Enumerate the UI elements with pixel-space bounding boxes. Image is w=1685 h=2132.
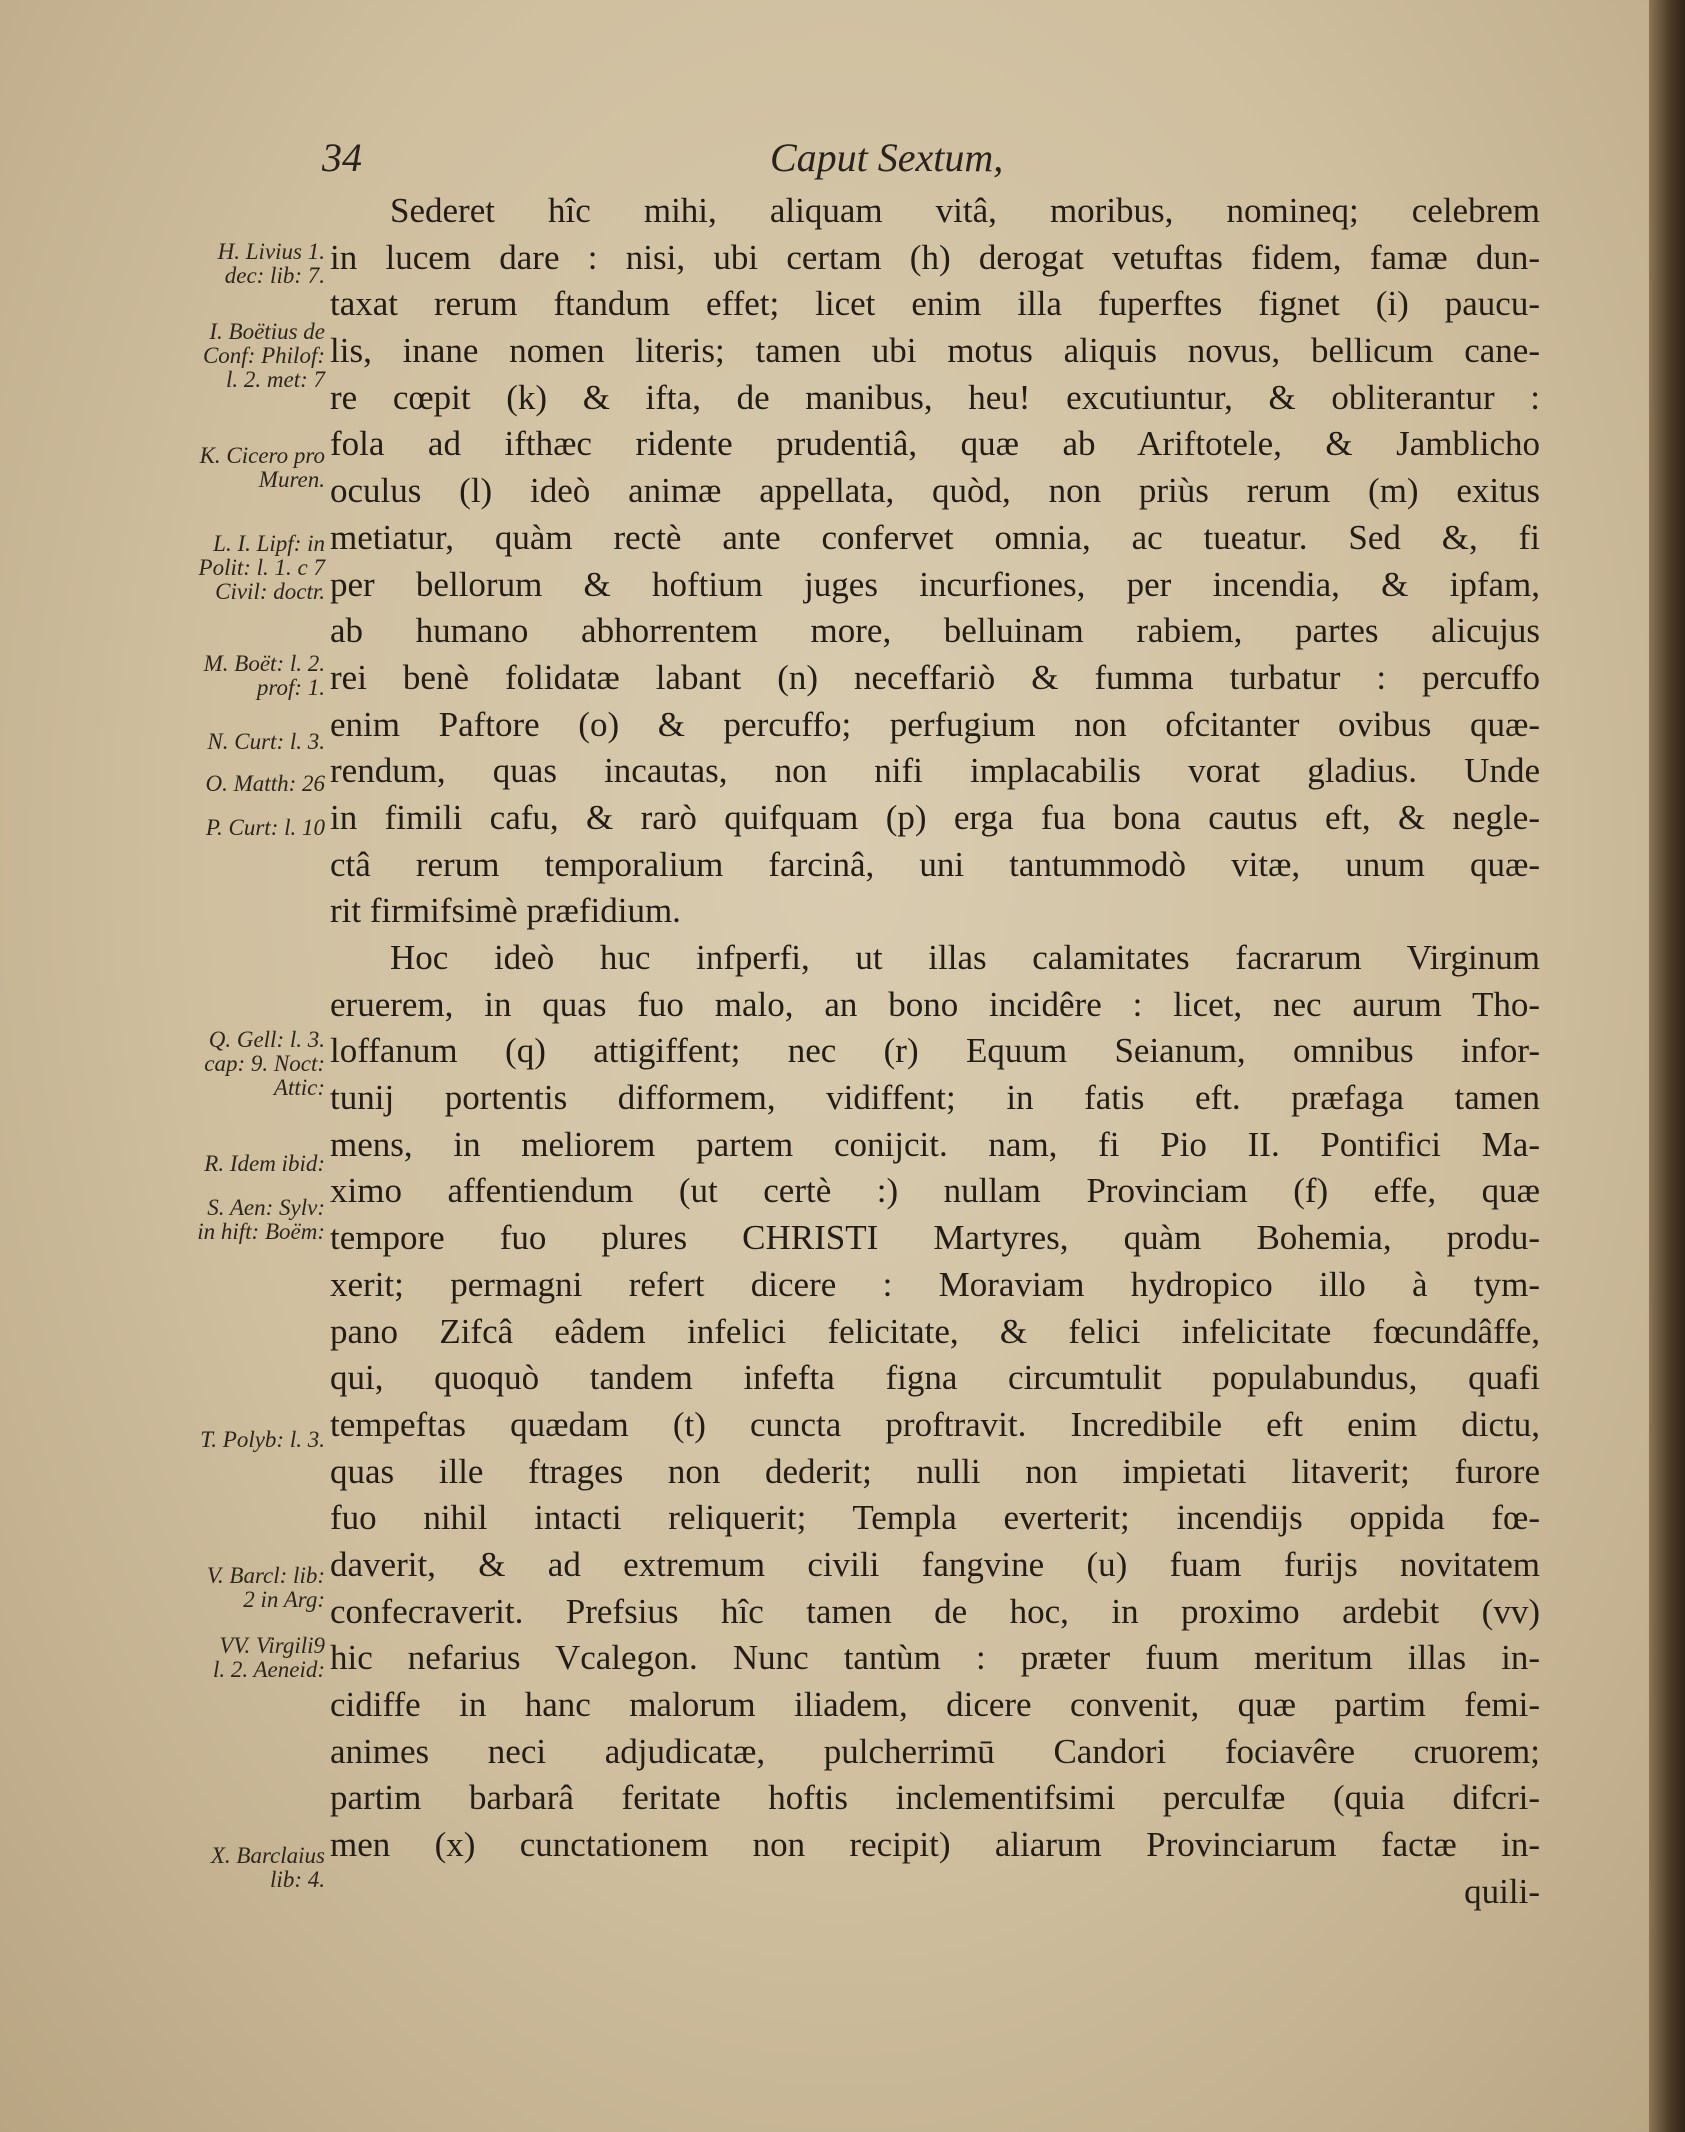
text-line: animes neci adjudicatæ, pulcherrimū Candori fociavêre cruorem; (330, 1731, 1540, 1771)
margin-note: K. Cicero pro Muren. (199, 443, 325, 492)
text-line: in lucem dare : nisi, ubi certam (h) derogat vetuftas fidem, famæ dun- (330, 237, 1540, 277)
text-line: hic nefarius Vcalegon. Nunc tantùm : præter fuum meritum illas in- (330, 1638, 1540, 1678)
page-edge-shadow (1649, 0, 1685, 2132)
text-line: re cœpit (k) & ifta, de manibus, heu! excutiuntur, & obliterantur : (330, 377, 1540, 417)
text-line: tempore fuo plures CHRISTI Martyres, quàm Bohemia, produ- (330, 1218, 1540, 1258)
text-line: quas ille ftrages non dederit; nulli non impietati litaverit; furore (330, 1451, 1540, 1491)
text-line: rei benè folidatæ labant (n) neceffariò & fumma turbatur : percuffo (330, 657, 1540, 697)
text-line: confecraverit. Prefsius hîc tamen de hoc, in proximo ardebit (vv) (330, 1591, 1540, 1631)
running-head: Caput Sextum, (770, 135, 1004, 180)
margin-note: L. I. Lipf: in Polit: l. 1. c 7 Civil: doctr. (198, 531, 325, 604)
text-line: ximo affentiendum (ut certè :) nullam Provinciam (f) effe, quæ (330, 1171, 1540, 1211)
text-line: in fimili cafu, & rarò quifquam (p) erga fua bona cautus eft, & negle- (330, 797, 1540, 837)
text-line: per bellorum & hoftium juges incurfiones, per incendia, & ipfam, (330, 564, 1540, 604)
margin-note: H. Livius 1. dec: lib: 7. (217, 239, 325, 288)
margin-note: R. Idem ibid: (204, 1151, 325, 1176)
text-line: ctâ rerum temporalium farcinâ, uni tantummodò vitæ, unum quæ- (330, 844, 1540, 884)
body-text (330, 188, 1540, 1915)
text-line: cidiffe in hanc malorum iliadem, dicere convenit, quæ partim femi- (330, 1685, 1540, 1724)
page-header (0, 130, 1685, 190)
text-line: tempeftas quædam (t) cuncta proftravit. Incredibile eft enim dictu, (330, 1404, 1540, 1444)
text-line: enim Paftore (o) & percuffo; perfugium non ofcitanter ovibus quæ- (330, 704, 1540, 744)
text-line: xerit; permagni refert dicere : Moraviam hydropico illo à tym- (330, 1264, 1540, 1304)
page-number: 34 (322, 135, 362, 180)
text-line: metiatur, quàm rectè ante confervet omnia, ac tueatur. Sed &, fi (330, 517, 1540, 557)
margin-note: T. Polyb: l. 3. (200, 1427, 325, 1452)
margin-note: S. Aen: Sylv: in hift: Boëm: (197, 1195, 325, 1244)
margin-note: M. Boët: l. 2. prof: 1. (203, 651, 325, 700)
margin-note: N. Curt: l. 3. (207, 729, 325, 754)
text-line: ab humano abhorrentem more, belluinam rabiem, partes alicujus (330, 611, 1540, 651)
text-line: loffanum (q) attigiffent; nec (r) Equum Seianum, omnibus infor- (330, 1031, 1540, 1071)
text-line: lis, inane nomen literis; tamen ubi motus aliquis novus, bellicum cane- (330, 331, 1540, 371)
text-line: partim barbarâ feritate hoftis inclementifsimi perculfæ (quia difcri- (330, 1778, 1540, 1818)
text-line: eruerem, in quas fuo malo, an bono incidêre : licet, nec aurum Tho- (330, 984, 1540, 1024)
text-line: Sederet hîc mihi, aliquam vitâ, moribus, nomineq; celebrem (390, 191, 1540, 230)
text-line: taxat rerum ftandum effet; licet enim illa fuperftes fignet (i) paucu- (330, 284, 1540, 324)
margin-note: I. Boëtius de Conf: Philof: l. 2. met: 7 (202, 319, 325, 392)
text-line: tunij portentis difformem, vidiffent; in fatis eft. præfaga tamen (330, 1078, 1540, 1118)
margin-note: X. Barclaius lib: 4. (210, 1843, 325, 1892)
text-line: mens, in meliorem partem conijcit. nam, fi Pio II. Pontifici Ma- (330, 1124, 1540, 1164)
margin-note: P. Curt: l. 10 (205, 815, 325, 840)
margin-note: VV. Virgili9 l. 2. Aeneid: (213, 1633, 325, 1682)
margin-note: O. Matth: 26 (205, 771, 325, 796)
text-line: pano Zifcâ eâdem infelici felicitate, & felici infelicitate fœcundâffe, (330, 1311, 1540, 1351)
text-line: men (x) cunctationem non recipit) aliarum Provinciarum factæ in- (330, 1825, 1540, 1865)
text-line: daverit, & ad extremum civili fangvine (u) fuam furijs novitatem (330, 1544, 1540, 1584)
text-line: fola ad ifthæc ridente prudentiâ, quæ ab Ariftotele, & Jamblicho (330, 424, 1540, 464)
text-line: oculus (l) ideò animæ appellata, quòd, non priùs rerum (m) exitus (330, 471, 1540, 511)
text-line: fuo nihil intacti reliquerit; Templa everterit; incendijs oppida fœ- (330, 1498, 1540, 1538)
margin-note: V. Barcl: lib: 2 in Arg: (206, 1563, 325, 1612)
text-line: qui, quoquò tandem infefta figna circumtulit populabundus, quafi (330, 1358, 1540, 1398)
text-line: rendum, quas incautas, non nifi implacabilis vorat gladius. Unde (330, 751, 1540, 791)
margin-note: Q. Gell: l. 3. cap: 9. Noct: Attic: (204, 1027, 325, 1100)
catchword: quili- (1464, 1871, 1540, 1911)
text-line: rit firmifsimè præfidium. (330, 891, 681, 931)
text-line: Hoc ideò huc infperfi, ut illas calamitates facrarum Virginum (390, 938, 1540, 977)
